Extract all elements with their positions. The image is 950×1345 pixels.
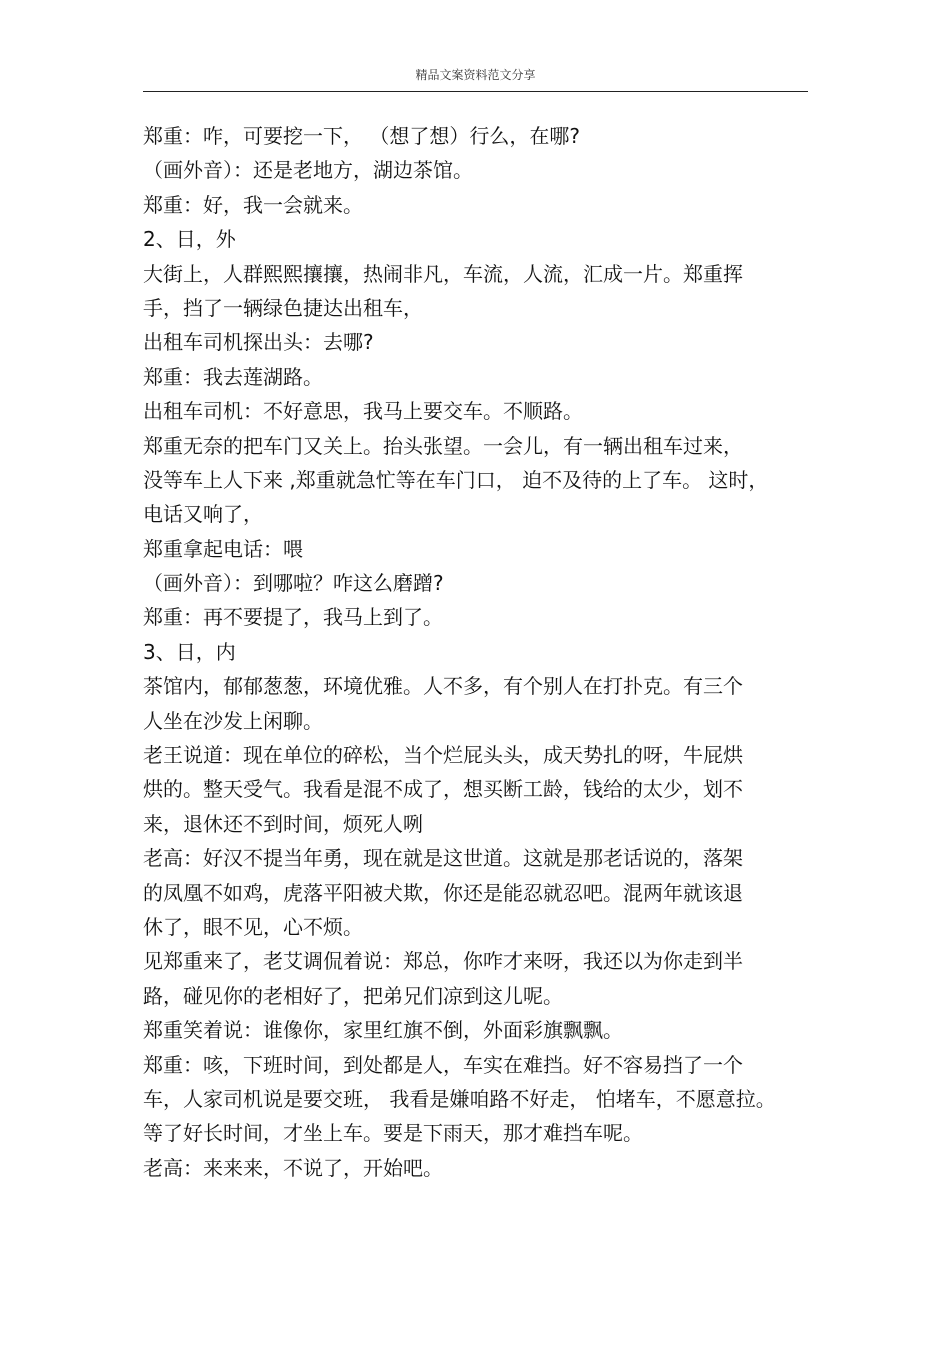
text-line: 人坐在沙发上闲聊。 xyxy=(143,708,323,733)
text-line: 老高：好汉不提当年勇，现在就是这世道。这就是那老话说的，落架 xyxy=(143,846,743,871)
text-line: 大街上，人群熙熙攘攘，热闹非凡，车流，人流，汇成一片。郑重挥 xyxy=(143,261,743,286)
text-line: 来，退休还不到时间，烦死人咧 xyxy=(143,811,423,836)
text-line: 郑重拿起电话：喂 xyxy=(143,536,303,561)
text-line: 郑重：好，我一会就来。 xyxy=(143,192,363,217)
text-line: （画外音）：到哪啦？咋这么磨蹭? xyxy=(143,571,444,596)
text-line: 烘的。整天受气。我看是混不成了，想买断工龄，钱给的太少，划不 xyxy=(143,777,743,802)
text-line: 郑重笑着说：谁像你，家里红旗不倒，外面彩旗飘飘。 xyxy=(143,1018,623,1043)
text-line: 等了好长时间，才坐上车。要是下雨天，那才难挡车呢。 xyxy=(143,1121,643,1146)
text-line: 路，碰见你的老相好了，把弟兄们凉到这儿呢。 xyxy=(143,983,563,1008)
text-line: 郑重无奈的把车门又关上。抬头张望。一会儿，有一辆出租车过来， xyxy=(143,433,743,458)
header-divider xyxy=(143,91,808,92)
text-line: 出租车司机探出头：去哪? xyxy=(143,330,374,355)
text-line: 的凤凰不如鸡，虎落平阳被犬欺，你还是能忍就忍吧。混两年就该退 xyxy=(143,880,743,905)
text-line: 没等车上人下来 ,郑重就急忙等在车门口， 迫不及待的上了车。 这时， xyxy=(143,467,769,492)
text-line: 休了，眼不见，心不烦。 xyxy=(143,914,363,939)
page-header: 精品文案资料范文分享 xyxy=(415,68,536,82)
document-body xyxy=(143,119,803,1185)
text-line: 郑重：再不要提了，我马上到了。 xyxy=(143,605,443,630)
text-line: 茶馆内，郁郁葱葱，环境优雅。人不多，有个别人在打扑克。有三个 xyxy=(143,674,743,699)
text-line: 老高：来来来，不说了，开始吧。 xyxy=(143,1155,443,1180)
text-line: 郑重：咳，下班时间，到处都是人，车实在难挡。好不容易挡了一个 xyxy=(143,1052,743,1077)
text-line: 车，人家司机说是要交班， 我看是嫌咱路不好走， 怕堵车，不愿意拉。 xyxy=(143,1086,776,1111)
scene-heading: 3、日，内 xyxy=(143,639,236,664)
text-line: 老王说道：现在单位的碎松，当个烂屁头头，成天势扎的呀，牛屁烘 xyxy=(143,743,743,768)
text-line: 郑重：咋，可要挖一下， （想了想）行么，在哪? xyxy=(143,124,580,148)
text-line: （画外音）：还是老地方，湖边茶馆。 xyxy=(143,158,473,183)
text-line: 出租车司机：不好意思，我马上要交车。不顺路。 xyxy=(143,399,583,424)
text-line: 见郑重来了，老艾调侃着说：郑总，你咋才来呀，我还以为你走到半 xyxy=(143,949,743,974)
text-line: 手，挡了一辆绿色捷达出租车， xyxy=(143,295,423,320)
scene-heading: 2、日，外 xyxy=(143,227,236,252)
text-line: 电话又响了， xyxy=(143,502,263,527)
text-line: 郑重：我去莲湖路。 xyxy=(143,364,323,389)
